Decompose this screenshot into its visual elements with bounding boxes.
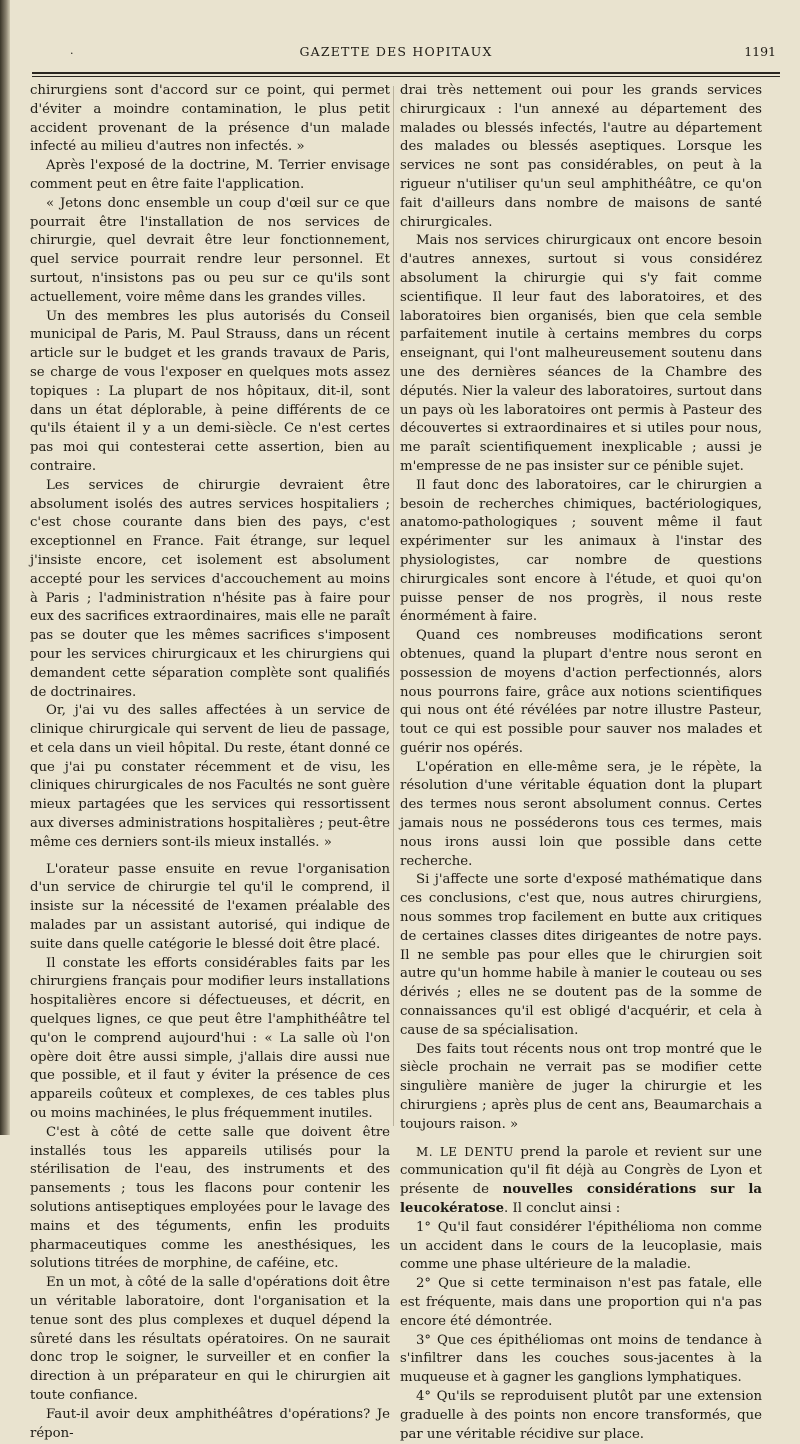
paragraph: Il faut donc des laboratoires, car le chirurgien a besoin de recherches chimiques, bactériologiques, anatomo-pathologiques ; souvent même il faut expérimenter sur les animaux à l'instar des physiologistes, car nombre de questions chirurgicales sont encore à l'étude, et quoi qu'on puisse penser de nos progrès, il nous reste énormément à faire. xyxy=(400,477,762,625)
paragraph: Quand ces nombreuses modifications seront obtenues, quand la plupart d'entre nous seront en possession de moyens d'action perfectionnés, alors nous pourrons faire, grâce aux notions scientifiques qui nous ont été révélées par notre illustre Pasteur, tout ce qui est possible pour sauver nos malades et guérir nos opérés. xyxy=(400,628,762,756)
speaker-name: M. LE DENTU xyxy=(416,1144,514,1159)
paragraph: Mais nos services chirurgicaux ont encore besoin d'autres annexes, surtout si vous considérez absolument la chirurgie qui s'y fait comme scientifique. Il leur faut des laboratoires, et des laboratoires bien organisés, bien que cela semble parfaitement inutile à certains membres du corps enseignant, qui l'ont malheureusement soutenu dans une des dernières séances de la Chambre des députés. Nier la valeur des laboratoires, surtout dans un pays où les laboratoires ont permis à Pasteur des découvertes si extraordinaires et si utiles pour nous, me paraît scientifiquement inexplicable ; aussi je m'empresse de ne pas insister sur ce pénible sujet. xyxy=(400,233,762,474)
dentu-outro: . Il conclut ainsi : xyxy=(504,1201,621,1217)
paragraph: Faut-il avoir deux amphithéâtres d'opérations? Je répon- xyxy=(30,1406,390,1441)
header-rule-thin xyxy=(32,76,780,77)
paragraph: En un mot, à côté de la salle d'opérations doit être un véritable laboratoire, dont l'organisation et la tenue sont des plus complexes et duquel dépend la sûreté dans les résultats opératoires. On ne saurait donc trop le soigner, le surveiller et en confier la direction à un préparateur en qui le chirurgien ait toute confiance. xyxy=(30,1275,390,1403)
paragraph: drai très nettement oui pour les grands services chirurgicaux : l'un annexé au département des malades ou blessés infectés, l'autre au département des malades ou blessés aseptiques. Lorsque les services ne sont pas considérables, on peut à la rigueur n'utiliser qu'un seul amphithéâtre, ce qu'on fait d'ailleurs dans nombre de maisons de santé chirurgicales. xyxy=(400,83,762,230)
paragraph: chirurgiens sont d'accord sur ce point, qui permet d'éviter a moindre contamination, le plus petit accident provenant de la présence d'un malade infecté au milieu d'autres non infectés. » xyxy=(30,83,390,155)
journal-title: GAZETTE DES HOPITAUX xyxy=(299,44,493,59)
running-head xyxy=(26,42,784,62)
dentu-topic: nouvelles considérations sur la leucokératose xyxy=(400,1182,762,1217)
conclusion-item: 1° Qu'il faut considérer l'épithélioma non comme un accident dans le cours de la leucoplasie, mais comme une phase ultérieure de la maladie. xyxy=(400,1219,762,1273)
paragraph: Après l'exposé de la doctrine, M. Terrier envisage comment peut en être faite l'application. xyxy=(30,158,390,192)
left-column xyxy=(30,82,390,1443)
right-column xyxy=(400,82,762,1444)
paragraph: Si j'affecte une sorte d'exposé mathématique dans ces conclusions, c'est que, nous autres chirurgiens, nous sommes trop facilement en butte aux critiques de certaines classes dites dirigeantes de notre pays. Il ne semble pas pour elles que le chirurgien soit autre qu'un homme habile à manier le couteau ou ses dérivés ; elles ne se doutent pas de la somme de connaissances qu'il est obligé d'acquérir, et cela à cause de sa spécialisation. xyxy=(400,872,762,1038)
paragraph: Il constate les efforts considérables faits par les chirurgiens français pour modifier leurs installations hospitalières encore si défectueuses, et décrit, en quelques lignes, ce que peut être l'amphithéâtre tel qu'on le comprend aujourd'hui : « La salle où l'on opère doit être aussi simple, j'allais dire aussi nue que possible, et il faut y éviter la présence de ces appareils coûteux et complexes, de ces tables plus ou moins machinées, le plus fréquemment inutiles. xyxy=(30,955,390,1122)
dentu-paragraph xyxy=(400,1143,762,1219)
column-divider xyxy=(393,86,394,1126)
conclusion-item: 3° Que ces épithéliomas ont moins de tendance à s'infiltrer dans les couches sous-jacentes à la muqueuse et à gagner les ganglions lymphatiques. xyxy=(400,1332,762,1386)
page-number: 1191 xyxy=(744,44,776,59)
paragraph: « Jetons donc ensemble un coup d'œil sur ce que pourrait être l'installation de nos services de chirurgie, quel devrait être leur fonctionnement, quel service pourrait rendre leur personnel. Et surtout, n'insistons pas ou peu sur ce qu'ils sont actuellement, voire même dans les grandes villes. xyxy=(30,195,390,305)
paragraph: Un des membres les plus autorisés du Conseil municipal de Paris, M. Paul Strauss, dans un récent article sur le budget et les grands travaux de Paris, se charge de vous l'exposer en quelques mots assez topiques : La plupart de nos hôpitaux, dit-il, sont dans un état déplorable, à peine différents de ce qu'ils étaient il y a un demi-siècle. Ce n'est certes pas moi qui contesterai cette assertion, bien au contraire. xyxy=(30,308,390,474)
paragraph: L'opération en elle-même sera, je le répète, la résolution d'une véritable équation dont la plupart des termes nous seront absolument connus. Certes jamais nous ne posséderons tous ces termes, mais nous irons aussi loin que possible dans cette recherche. xyxy=(400,759,762,869)
paragraph: Les services de chirurgie devraient être absolument isolés des autres services hospitaliers ; c'est chose courante dans bien des pays, c'est exceptionnel en France. Fait étrange, sur lequel j'insiste encore, cet isolement est absolument accepté pour les services d'accouchement au moins à Paris ; l'administration n'hésite pas à faire pour eux des sacrifices extraordinaires, mais elle ne paraît pas se douter que les mêmes sacrifices s'imposent pour les services chirurgicaux et les chirurgiens qui demandent cette séparation complète sont qualifiés de doctrinaires. xyxy=(30,477,391,700)
conclusion-item: 2° Que si cette terminaison n'est pas fatale, elle est fréquente, mais dans une proportion qui n'a pas encore été démontrée. xyxy=(400,1276,762,1329)
paragraph: L'orateur passe ensuite en revue l'organisation d'un service de chirurgie tel qu'il le comprend, il insiste sur la nécessité de l'examen préalable des malades par un assistant autorisé, qui indique de suite dans quelle catégorie le blessé doit être placé. xyxy=(30,861,390,952)
conclusion-item: 4° Qu'ils se reproduisent plutôt par une extension graduelle à des points non encore transformés, que par une véritable récidive sur place. xyxy=(400,1388,762,1442)
header-rule-thick xyxy=(32,72,780,74)
paragraph: Or, j'ai vu des salles affectées à un service de clinique chirurgicale qui servent de lieu de passage, et cela dans un vieil hôpital. Du reste, étant donné ce que j'ai pu constater récemment et de visu, les cliniques chirurgicales de nos Facultés ne sont guère mieux partagées que les services qui ressortissent aux diverses administrations hospitalières ; peut-être même ces derniers sont-ils mieux installés. » xyxy=(30,703,390,850)
book-spine-shadow xyxy=(0,0,10,1135)
dentu-intro: prend la parole et revient sur une communication qu'il fit déjà au Congrès de Lyon et présente de xyxy=(400,1144,762,1198)
running-head-dot: . xyxy=(70,44,74,57)
newspaper-page xyxy=(26,36,784,1442)
paragraph: C'est à côté de cette salle que doivent être installés tous les appareils utilisés pour la stérilisation de l'eau, des instruments et des pansements ; tous les flacons pour contenir les solutions antiseptiques employées pour le lavage des mains et des téguments, enfin les produits pharmaceutiques comme les anesthésiques, les solutions titrées de morphine, de caféine, etc. xyxy=(30,1124,390,1272)
paragraph: Des faits tout récents nous ont trop montré que le siècle prochain ne verrait pas se modifier cette singulière manière de juger la chirurgie et les chirurgiens ; après plus de cent ans, Beaumarchais a toujours raison. » xyxy=(400,1041,762,1132)
